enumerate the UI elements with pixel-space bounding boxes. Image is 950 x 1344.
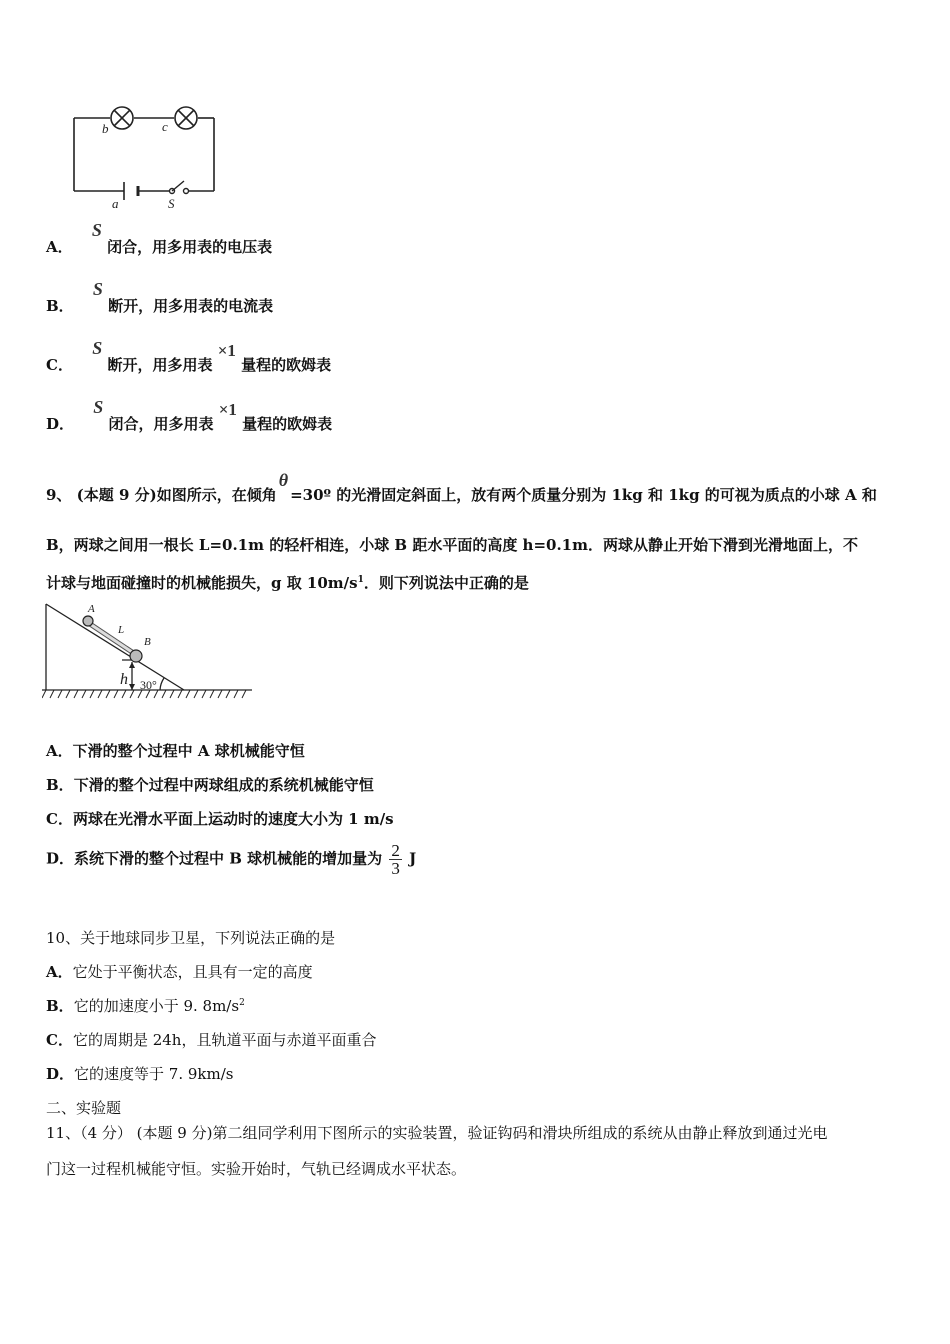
q9-option-d: D．系统下滑的整个过程中 B 球机械能的增加量为 $\frac{2}{3}$ J bbox=[46, 841, 417, 878]
q10-option-c: C．它的周期是 24h，且轨道平面与赤道平面重合 bbox=[46, 1031, 377, 1049]
q10-stem: 10、关于地球同步卫星，下列说法正确的是 bbox=[46, 929, 336, 947]
q11-line-1: 11、（4 分） (本题 9 分)第二组同学利用下图所示的实验装置，验证钩码和滑块所组成的系统从由静止释放到通过光电 bbox=[46, 1124, 828, 1142]
ball-b-icon bbox=[130, 650, 142, 662]
fig-label-h: h bbox=[120, 671, 128, 688]
q10-option-b: B．它的加速度小于 9. $8m/s^2$ bbox=[46, 997, 245, 1015]
q9-line-3: 计球与地面碰撞时的机械能损失，g 取 $10m/s^1$．则下列说法中正确的是 bbox=[46, 574, 529, 592]
q8-option-c: C． S 断开，用多用表 ×1 量程的欧姆表 bbox=[46, 338, 332, 374]
q11-line-2: 门这一过程机械能守恒。实验开始时，气轨已经调成水平状态。 bbox=[46, 1160, 467, 1178]
q10-option-d: D．它的速度等于 7. 9km/s bbox=[46, 1065, 234, 1083]
lamp-2-icon bbox=[175, 107, 197, 129]
battery-icon bbox=[124, 182, 138, 200]
q9-line-1: 9、 (本题 9 分)如图所示，在倾角θ=30º 的光滑固定斜面上，放有两个质量分别为 1kg 和 1kg 的可视为质点的小球 A 和 bbox=[46, 470, 877, 504]
q10-option-a: A．它处于平衡状态，且具有一定的高度 bbox=[46, 963, 313, 981]
q9-option-a: A．下滑的整个过程中 A 球机械能守恒 bbox=[46, 742, 305, 760]
q8-option-a: A． S 闭合，用多用表的电压表 bbox=[46, 220, 273, 256]
label-b: b bbox=[102, 121, 109, 136]
q9-option-c: C．两球在光滑水平面上运动时的速度大小为 1 m/s bbox=[46, 810, 394, 828]
lamp-1-icon bbox=[111, 107, 133, 129]
label-s: S bbox=[168, 196, 175, 211]
fig-label-angle: 30° bbox=[140, 678, 157, 692]
section-heading: 二、实验题 bbox=[46, 1099, 122, 1117]
label-a: a bbox=[112, 196, 119, 211]
fraction: $\frac{2}{3}$ bbox=[391, 841, 400, 878]
q9-line-2: B，两球之间用一根长 L=0.1m 的轻杆相连，小球 B 距水平面的高度 h=0.1m．两球从静止开始下滑到光滑地面上，不 bbox=[46, 536, 858, 554]
q9-option-b: B．下滑的整个过程中两球组成的系统机械能守恒 bbox=[46, 776, 374, 794]
label-c: c bbox=[162, 119, 168, 134]
fig-label-b: B bbox=[144, 636, 151, 648]
circuit-diagram bbox=[62, 98, 242, 218]
incline-diagram bbox=[42, 600, 254, 704]
switch-icon bbox=[170, 181, 189, 194]
q8-option-d: D． S 闭合，用多用表 ×1 量程的欧姆表 bbox=[46, 397, 333, 433]
fig-label-a: A bbox=[88, 603, 95, 615]
ball-a-icon bbox=[83, 616, 93, 626]
fig-label-l: L bbox=[118, 624, 125, 636]
q8-option-b: B． S 断开，用多用表的电流表 bbox=[46, 279, 274, 315]
